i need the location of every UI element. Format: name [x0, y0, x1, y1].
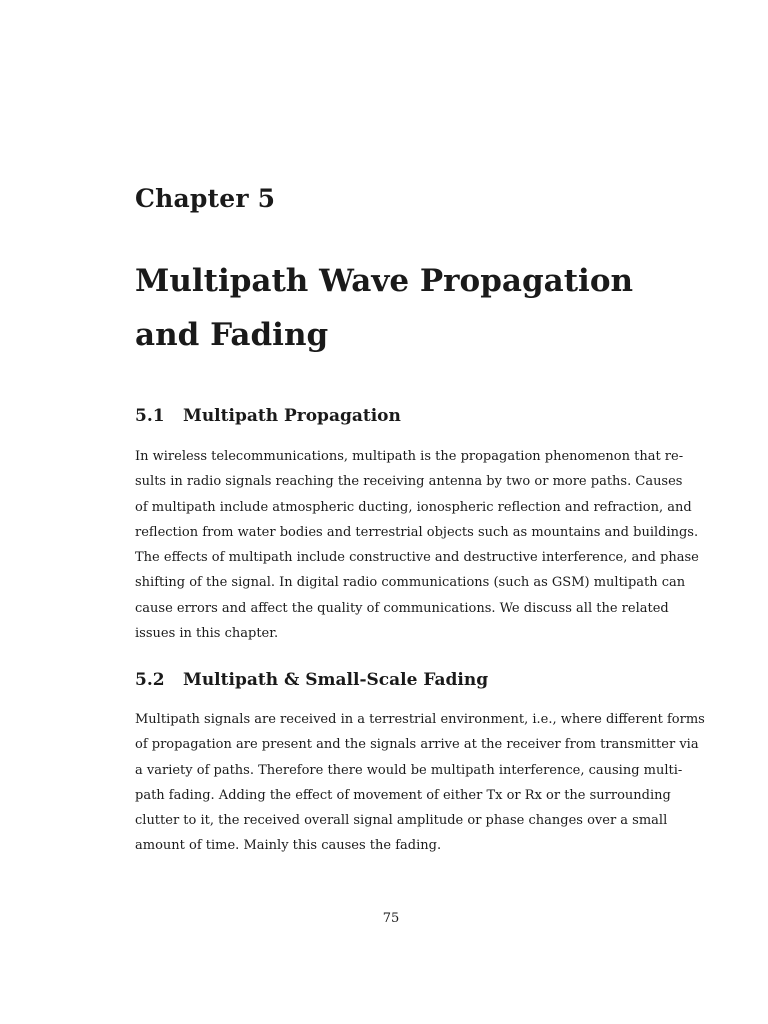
- section-heading-5-2: [135, 670, 488, 690]
- paragraph-line: of propagation are present and the signals arrive at the receiver from transmitter via: [135, 737, 699, 753]
- paragraph-line: issues in this chapter.: [135, 626, 279, 642]
- paragraph-line: a variety of paths. Therefore there would be multipath interference, causing multi-: [135, 762, 683, 778]
- paragraph-line: amount of time. Mainly this causes the fading.: [135, 838, 442, 854]
- paragraph-line: clutter to it, the received overall signal amplitude or phase changes over a small: [135, 813, 668, 829]
- section-title: Multipath & Small-Scale Fading: [183, 670, 489, 690]
- chapter-label: Chapter 5: [135, 184, 276, 213]
- paragraph-line: In wireless telecommunications, multipath is the propagation phenomenon that re-: [135, 449, 684, 464]
- section-title: Multipath Propagation: [183, 406, 401, 426]
- chapter-title-line: Multipath Wave Propagation: [135, 263, 634, 299]
- section-number: 5.2: [135, 670, 165, 690]
- section-number: 5.1: [135, 406, 165, 426]
- paragraph-line: of multipath include atmospheric ducting, ionospheric reflection and refraction, and: [135, 499, 692, 515]
- paragraph-line: sults in radio signals reaching the receiving antenna by two or more paths. Causes: [135, 474, 683, 490]
- section-heading-5-1: [135, 406, 401, 426]
- paragraph-line: Multipath signals are received in a terrestrial environment, i.e., where different forms: [135, 712, 705, 727]
- page-number: 75: [382, 911, 400, 926]
- paragraph-line: The effects of multipath include constructive and destructive interference, and phase: [135, 550, 699, 566]
- paragraph-line: cause errors and affect the quality of communications. We discuss all the related: [135, 600, 669, 616]
- chapter-title-line: and Fading: [135, 317, 329, 353]
- paragraph-line: reflection from water bodies and terrestrial objects such as mountains and buildings.: [135, 524, 699, 540]
- paragraph-line: path fading. Adding the effect of movement of either Tx or Rx or the surrounding: [135, 787, 671, 803]
- section-5-2-paragraph: [135, 707, 705, 859]
- section-5-1-paragraph: [135, 444, 699, 646]
- chapter-title: [135, 254, 655, 362]
- paragraph-line: shifting of the signal. In digital radio communications (such as GSM) multipath can: [135, 575, 686, 591]
